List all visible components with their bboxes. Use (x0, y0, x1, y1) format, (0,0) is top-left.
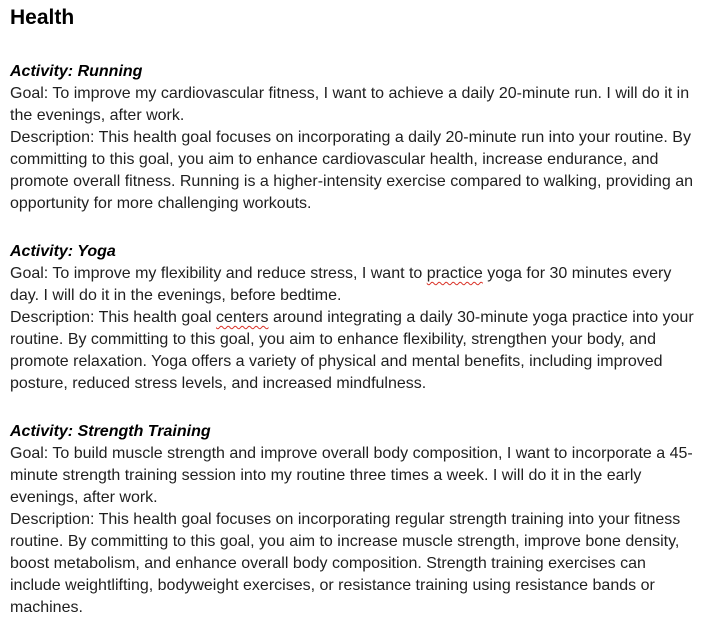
document-body (10, 0, 700, 619)
activity-title-running: Activity: Running (10, 63, 143, 80)
description-yoga-text-end: around integrating a daily 30-minute yoga practice into your routine. By committing to this goal, you aim to enhance flexibility, strengthen your body, and promote relaxation. Yoga offers a variety of physical and mental benefits, including improved posture, reduced stress levels, and increased mindfulness. (10, 309, 694, 392)
description-strength-training: Description: This health goal focuses on incorporating regular strength training into your fitness routine. By committing to this goal, you aim to increase muscle strength, improve bone density, boost metabolism, and enhance overall body composition. Strength training exercises can include weightlifting, bodyweight exercises, or resistance training using resistance bands or machines. (10, 511, 681, 616)
activity-title-yoga: Activity: Yoga (10, 243, 116, 260)
spellcheck-flagged-word[interactable]: centers (216, 309, 269, 326)
description-running: Description: This health goal focuses on incorporating a daily 20-minute run into your routine. By committing to this goal, you aim to enhance cardiovascular health, increase endurance, and promote overall fitness. Running is a higher-intensity exercise compared to walking, providing an opportunity for more challenging workouts. (10, 129, 694, 212)
goal-yoga-text-start: Goal: To improve my flexibility and reduce stress, I want to (10, 265, 427, 282)
description-yoga (10, 307, 700, 395)
document-heading: Health (10, 6, 75, 29)
goal-strength-training: Goal: To build muscle strength and improve overall body composition, I want to incorporate a 45-minute strength training session into my routine three times a week. I will do it in the early evenings, after work. (10, 445, 693, 506)
activity-title-strength-training: Activity: Strength Training (10, 423, 211, 440)
goal-yoga-text-end: yoga for 30 minutes every day. I will do it in the evenings, before bedtime. (10, 265, 672, 304)
section-running (10, 61, 700, 215)
section-yoga (10, 241, 700, 395)
goal-running: Goal: To improve my cardiovascular fitness, I want to achieve a daily 20-minute run. I will do it in the evenings, after work. (10, 85, 690, 124)
section-strength-training (10, 421, 700, 619)
goal-yoga (10, 263, 700, 307)
spellcheck-flagged-word[interactable]: practice (426, 265, 483, 282)
description-yoga-text-start: Description: This health goal (10, 309, 217, 326)
